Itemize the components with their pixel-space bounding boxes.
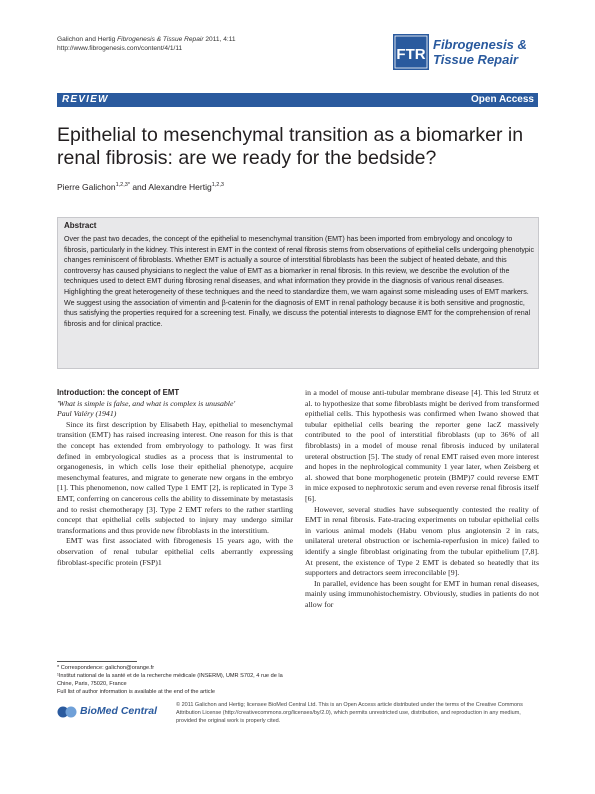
author-name[interactable]: Alexandre Hertig — [148, 181, 212, 192]
journal-logo-icon — [393, 34, 429, 70]
citation-journal: Fibrogenesis & Tissue Repair — [117, 36, 204, 43]
author-affiliation: 1,2,3 — [211, 182, 224, 188]
footnote-divider — [57, 661, 137, 662]
epigraph-author: Paul Valéry (1941) — [57, 409, 117, 419]
author-info-note: Full list of author information is available at the end of the article — [57, 689, 215, 695]
logo-letters: FTR — [396, 46, 426, 63]
citation-authors: Galichon and Hertig — [57, 36, 118, 43]
abstract-heading: Abstract — [64, 221, 97, 230]
body-column-left — [57, 388, 293, 568]
section-heading: Introduction: the concept of EMT — [57, 388, 180, 397]
citation-block — [57, 35, 236, 53]
author-separator: and — [129, 181, 149, 192]
citation-year: 2011, 4:11 — [203, 36, 236, 43]
open-access-label: Open Access — [471, 94, 534, 105]
citation-line — [57, 35, 236, 44]
journal-name — [433, 37, 527, 67]
article-url[interactable]: http://www.fibrogenesis.com/content/4/1/11 — [57, 45, 183, 52]
affiliation-note: ¹Institut national de la santé et de la recherche médicale (INSERM), UMR S702, 4 rue de la Chine, Paris, 75020, France — [57, 673, 283, 687]
author-name[interactable]: Pierre Galichon — [57, 181, 116, 192]
body-paragraph: in a model of mouse anti-tubular membrane disease [4]. This led Strutz et al. to hypothesize that some fibroblasts might be derived from transformed epithelial cells. This hypothesis was confirmed when Iwano showed that tubular epithelial cells bearing the reporter gene lacZ massively contributed to the pool of interstitial fibroblasts (up to 36% of all fibroblasts) in a model of mouse renal fibrosis induced by unilateral ureteral obstruction [5]. The study of renal EMT raised even more interest and hopes in the nephrological community 1 year later, when Zeisberg et al. showed that bone morphogenetic protein (BMP)7 could reverse EMT in mice exposed to nephrotoxic serum and even reverse renal fibrosis itself [6]. — [305, 388, 539, 503]
article-type-label: REVIEW — [62, 94, 109, 105]
body-paragraph: In parallel, evidence has been sought for EMT in human renal diseases, mainly using immunohistochemistry. Obviously, studies in patients do not allow for — [305, 578, 539, 609]
footnotes — [57, 664, 293, 696]
body-paragraph: However, several studies have subsequently contested the reality of EMT in renal fibrosis. Fate-tracing experiments on tubular epithelial cells in various animal models (Habu venom plus angiotensin 2 in rats, unilateral ureteral obstruction or ischemia-reperfusion in mice) failed to identify a single fibroblast originating from the tubular epithelium [7,8]. At present, the existence of Type 2 EMT is debated so heatedly that its supporters and detractors seem irreconcilable [9]. — [305, 504, 539, 578]
author-list — [57, 180, 224, 192]
journal-name-line2: Tissue Repair — [433, 52, 519, 67]
body-paragraph: EMT was first associated with fibrogenesis 15 years ago, with the observation of renal tubular epithelial cells aberrantly expressing fibroblast-specific protein (FSP)1 — [57, 536, 293, 567]
correspondence-note: * Correspondence: galichon@orange.fr — [57, 665, 155, 671]
epigraph-quote: 'What is simple is false, and what is complex is unusable' — [57, 398, 236, 408]
author-affiliation: 1,2,3* — [115, 182, 130, 188]
publisher-name: BioMed Central — [80, 705, 158, 717]
body-column-right — [305, 388, 539, 610]
abstract-text: Over the past two decades, the concept of the epithelial to mesenchymal transition (EMT) has been imported from embryology and oncology to fibrosis, particularly in the kidney. This interest in EMT in the context of renal fibrosis stems from observations of epithelial cells undergoing phenotypic changes reminiscent of fibroblasts. Whether EMT is actually a source of interstitial fibroblasts has been the subject of heated debate, and this controversy has caused physicians to neglect the value of EMT as a biomarker in renal fibrosis. In this review, we describe the evolution of the techniques used to detect EMT during fibrosing renal diseases, and what information they provide in the diagnosis of various renal diseases. Highlighting the great heterogeneity of these techniques and the need to standardize them, we warn against some misleading uses of EMT markers. We suggest using the association of vimentin and β-catenin for the diagnosis of EMT in renal pathology because it is both sensitive and prognostic, thus satisfying the properties required for a screening test. Finally, we discuss the potential interests to diagnose EMT for the comprehension of renal fibrosis and for clinical practice. — [64, 235, 534, 328]
journal-name-line1: Fibrogenesis & — [433, 37, 527, 52]
article-title: Epithelial to mesenchymal transition as a biomarker in renal fibrosis: are we ready for the bedside? — [57, 124, 524, 169]
biomed-central-logo-icon — [57, 704, 77, 720]
body-paragraph: Since its first description by Elisabeth Hay, epithelial to mesenchymal transition (EMT) has raised increasing interest. One reason for this is that the concept has extended from embryology to pathology. It was first defined in embryological studies as a process that is instrumental to organogenesis, in which cells lose their epithelial phenotype, acquire mesenchymal features, and migrate to generate new organs in the embryo [1]. This phenomenon, now called Type 1 EMT [2], is replicated in Type 3 EMT, conferring on cancerous cells the ability to disseminate by metastasis and to resist chemotherapy [3]. Type 2 EMT refers to the rather startling concept that epithelial cells subjected to injury may undergo similar transformations and thus provide new fibroblasts in the interstitium. — [57, 419, 293, 535]
copyright-notice: © 2011 Galichon and Hertig; licensee BioMed Central Ltd. This is an Open Access article distributed under the terms of the Creative Commons Attribution License (http://creativecommons.org/licenses/by/2.0), which permits unrestricted use, distribution, and reproduction in any medium, provided the original work is properly cited. — [176, 702, 523, 724]
